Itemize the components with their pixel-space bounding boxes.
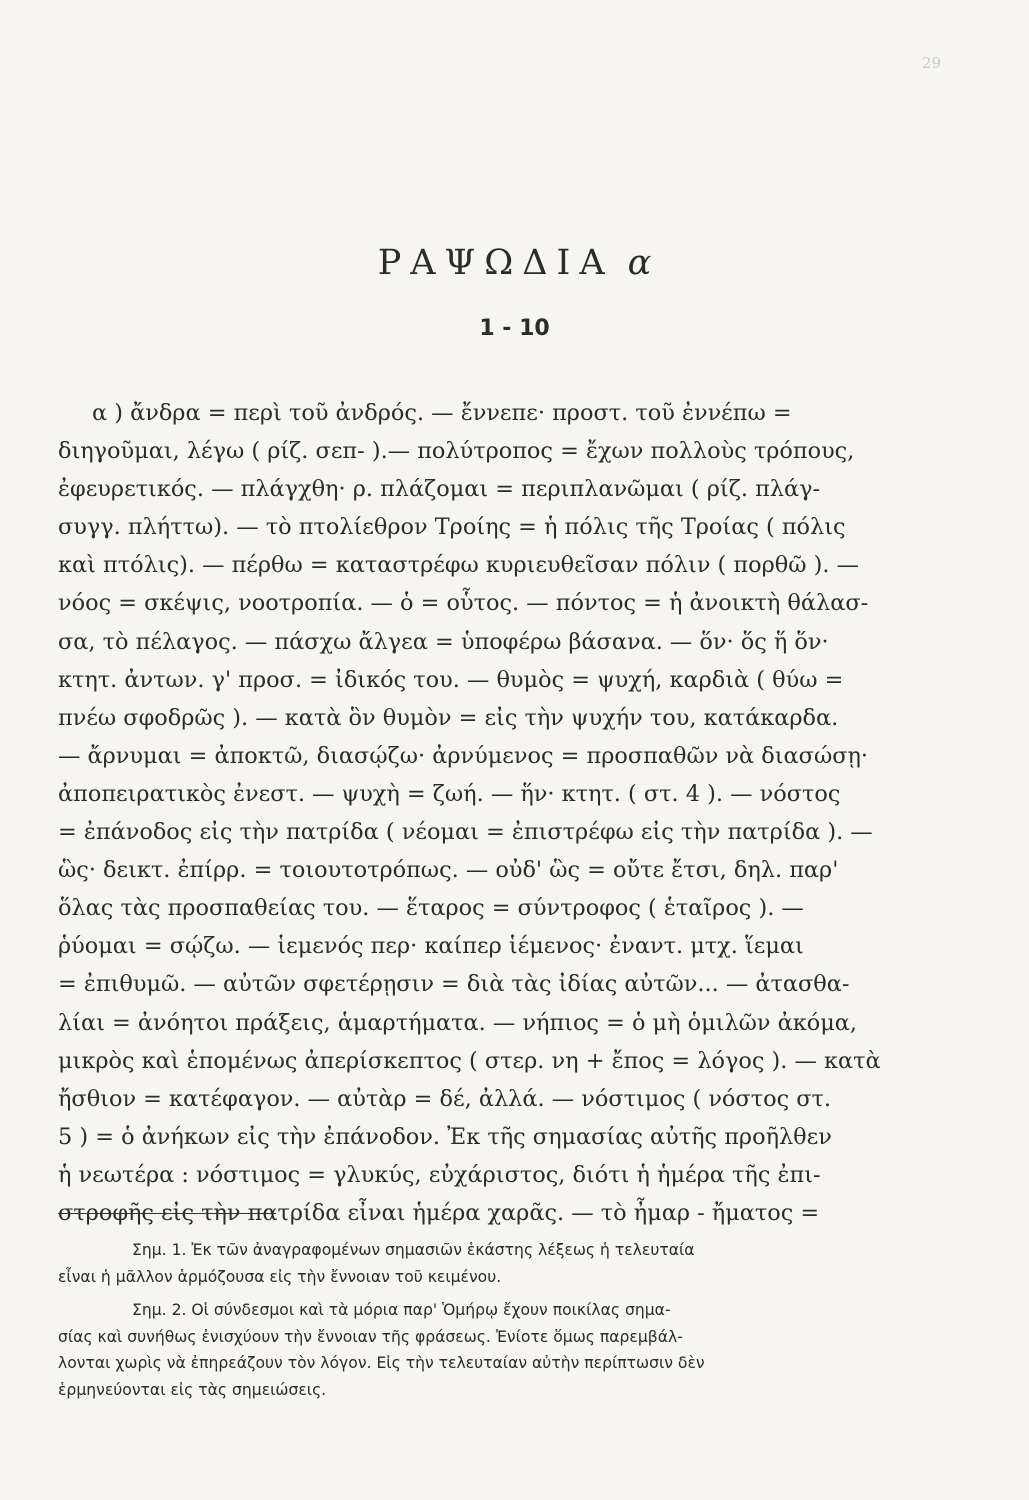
commentary-line: ῥύομαι = σῴζω. — ἱεμενός περ· καίπερ ἱέμενος· ἐναντ. μτχ. ἵεμαι xyxy=(58,933,804,960)
commentary-line: ἀποπειρατικὸς ἐνεστ. — ψυχὴ = ζωή. — ἥν· κτητ. ( στ. 4 ). — νόστος xyxy=(58,780,841,807)
commentary-line: νόος = σκέψις, νοοτροπία. — ὁ = οὗτος. — πόντος = ἡ ἀνοικτὴ θάλασ- xyxy=(58,590,869,617)
commentary-line: κτητ. ἀντων. γ' προσ. = ἰδικός του. — θυμὸς = ψυχή, καρδιὰ ( θύω = xyxy=(58,666,844,693)
footnote-line: εἶναι ἡ μᾶλλον ἁρμόζουσα εἰς τὴν ἔννοιαν τοῦ κειμένου. xyxy=(58,1267,502,1286)
commentary-line: σα, τὸ πέλαγος. — πάσχω ἄλγεα = ὑποφέρω βάσανα. — ὅν· ὅς ἥ ὅν· xyxy=(58,628,829,655)
commentary-line: ἤσθιον = κατέφαγον. — αὐτὰρ = δέ, ἀλλά. — νόστιμος ( νόστος στ. xyxy=(58,1085,832,1112)
commentary-line: α ) ἄνδρα = περὶ τοῦ ἀνδρός. — ἔννεπε· προστ. τοῦ ἐννέπω = xyxy=(92,400,792,426)
commentary-line: 5 ) = ὁ ἀνήκων εἰς τὴν ἐπάνοδον. Ἐκ τῆς σημασίας αὐτῆς προῆλθεν xyxy=(58,1123,832,1150)
footnote-line: ἑρμηνεύονται εἰς τὰς σημειώσεις. xyxy=(58,1380,327,1399)
commentary-line: λίαι = ἀνόητοι πράξεις, ἁμαρτήματα. — νήπιος = ὁ μὴ ὁμιλῶν ἀκόμα, xyxy=(58,1009,858,1036)
commentary-line: μικρὸς καὶ ἑπομένως ἀπερίσκεπτος ( στερ. νη + ἔπος = λόγος ). — κατὰ xyxy=(58,1047,881,1074)
footnote-separator xyxy=(58,1213,276,1214)
footnotes xyxy=(58,1237,938,1403)
commentary-line: = ἐπιθυμῶ. — αὐτῶν σφετέρῃσιν = διὰ τὰς ἰδίας αὐτῶν... — ἀτασθα- xyxy=(58,971,850,998)
footnote-line: Σημ. 1. Ἐκ τῶν ἀναγραφομένων σημασιῶν ἑκάστης λέξεως ἡ τελευταία xyxy=(132,1241,695,1259)
commentary-line: πνέω σφοδρῶς ). — κατὰ ὃν θυμὸν = εἰς τὴν ψυχήν του, κατάκαρδα. xyxy=(58,704,839,731)
book-letter: α xyxy=(627,243,652,283)
footnote-line: λονται χωρὶς νὰ ἐπηρεάζουν τὸν λόγον. Εἰς τὴν τελευταίαν αὐτὴν περίπτωσιν δὲν xyxy=(58,1354,705,1372)
commentary-body xyxy=(58,394,938,1232)
rhapsody-heading: ΡΑΨΩΔΙΑ xyxy=(377,243,614,283)
commentary-line: διηγοῦμαι, λέγω ( ρίζ. σεπ- ).— πολύτροπος = ἔχων πολλοὺς τρόπους, xyxy=(58,438,855,465)
commentary-line: συγγ. πλήττω). — τὸ πτολίεθρον Τροίης = ἡ πόλις τῆς Τροίας ( πόλις xyxy=(58,514,846,541)
page-title xyxy=(0,243,1029,283)
commentary-line: ὅλας τὰς προσπαθείας του. — ἕταρος = σύντροφος ( ἑταῖρος ). — xyxy=(58,895,804,922)
footnote-line: Σημ. 2. Οἱ σύνδεσμοι καὶ τὰ μόρια παρ' Ὁμήρῳ ἔχουν ποικίλας σημα- xyxy=(132,1301,671,1319)
commentary-line: ἐφευρετικός. — πλάγχθη· ρ. πλάζομαι = περιπλανῶμαι ( ρίζ. πλάγ- xyxy=(58,476,821,503)
commentary-line: ἡ νεωτέρα : νόστιμος = γλυκύς, εὐχάριστος, διότι ἡ ἡμέρα τῆς ἐπι- xyxy=(58,1161,821,1188)
commentary-line: = ἐπάνοδος εἰς τὴν πατρίδα ( νέομαι = ἐπιστρέφω εἰς τὴν πατρίδα ). — xyxy=(58,819,873,846)
footnote-line: σίας καὶ συνήθως ἐνισχύουν τὴν ἔννοιαν τῆς φράσεως. Ἐνίοτε ὅμως παρεμβάλ- xyxy=(58,1327,683,1346)
page-number: 29 xyxy=(921,54,941,72)
verse-range: 1 - 10 xyxy=(479,316,550,341)
commentary-line: ὣς· δεικτ. ἐπίρρ. = τοιουτοτρόπως. — οὐδ' ὣς = οὔτε ἔτσι, δηλ. παρ' xyxy=(58,857,839,884)
commentary-line: στροφῆς εἰς τὴν πατρίδα εἶναι ἡμέρα χαρᾶς. — τὸ ἦμαρ - ἤματος = xyxy=(58,1199,820,1226)
commentary-line: — ἄρνυμαι = ἀποκτῶ, διασῴζω· ἀρνύμενος = προσπαθῶν νὰ διασώσῃ· xyxy=(58,742,869,769)
commentary-line: καὶ πτόλις). — πέρθω = καταστρέφω κυριευθεῖσαν πόλιν ( πορθῶ ). — xyxy=(58,552,859,579)
